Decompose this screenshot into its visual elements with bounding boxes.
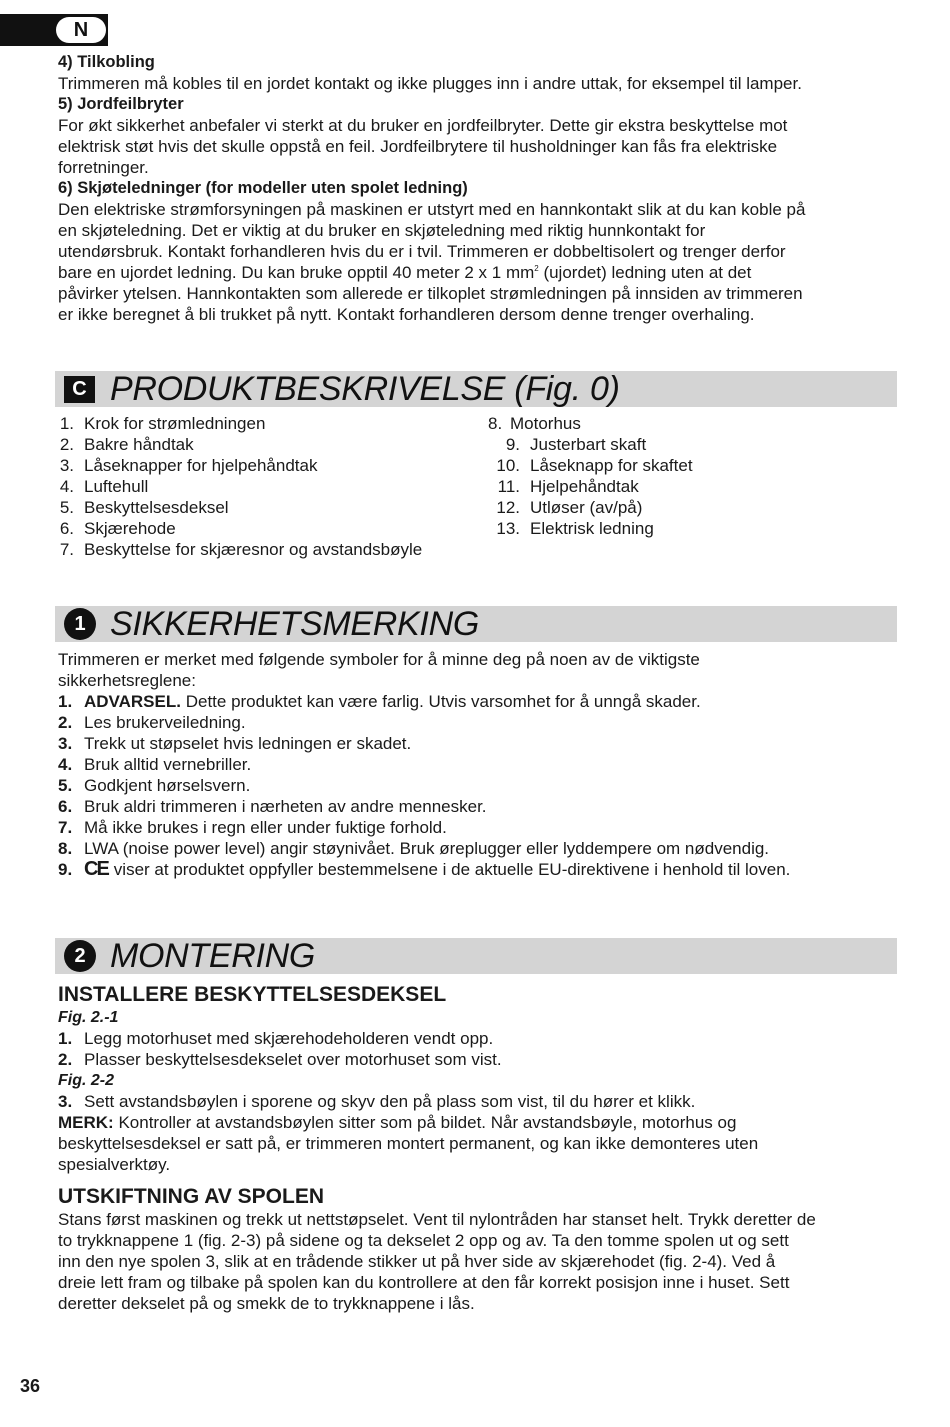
spool-line: deretter dekselet på og smekk de to trykknappene i lås. [58, 1294, 475, 1313]
list-item: 3. Trekk ut støpselet hvis ledningen er skadet. [58, 734, 412, 753]
list-item: 9. Justerbart skaft [505, 435, 647, 454]
list-item: 6. Skjærehode [59, 519, 176, 538]
skjoteledninger-line: er ikke beregnet å bli trukket på nytt. Kontakt forhandleren dersom denne trenger overhaling. [58, 305, 755, 324]
section-2-badge: 2 [64, 940, 96, 972]
note-line: beskyttelsesdeksel er satt på, er trimmeren montert permanent, og kan ikke demonteres uten [58, 1134, 759, 1153]
spool-line: inn den nye spolen 3, slik at en trådende stikker ut på hver side av skjærehodet (fig. 2-4). Ved å [58, 1252, 776, 1271]
language-badge: N [56, 17, 106, 43]
section-c-badge: C [64, 376, 95, 403]
list-item: 13. Elektrisk ledning [496, 519, 654, 538]
spool-line: to trykknappene 1 (fig. 2-3) på sidene og ta dekselet 2 opp og av. Ta den tomme spolen ut og sett [58, 1231, 789, 1250]
note-line: MERK: Kontroller at avstandsbøylen sitter som på bildet. Når avstandsbøyle, motorhus og [58, 1113, 737, 1132]
superscript-2: 2 [534, 264, 539, 273]
figure-reference: Fig. 2.-1 [58, 1009, 119, 1026]
list-item: 7. Må ikke brukes i regn eller under fuktige forhold. [58, 818, 447, 837]
section-1-badge: 1 [64, 608, 96, 640]
list-item: 3. Låseknapper for hjelpehåndtak [59, 456, 318, 475]
list-item: 1. ADVARSEL. Dette produktet kan være farlig. Utvis varsomhet for å unngå skader. [58, 692, 701, 711]
jordfeilbryter-line: elektrisk støt hvis det skulle oppstå en feil. Jordfeilbrytere til husholdninger kan fås fra elektriske [58, 137, 778, 156]
safety-section-title: SIKKERHETSMERKING [110, 605, 479, 643]
skjoteledninger-heading: 6) Skjøteledninger (for modeller uten spolet ledning) [58, 179, 468, 197]
assembly-section-title: MONTERING [110, 937, 316, 975]
safety-symbol-list [58, 691, 898, 880]
assembly-section [58, 983, 898, 1314]
list-item: 11. Hjelpehåndtak [497, 477, 639, 496]
page-number: 36 [20, 1376, 41, 1396]
safety-intro-line: sikkerhetsreglene: [58, 671, 196, 690]
cable-spec-text-end: (ujordet) ledning uten at det [538, 263, 752, 282]
jordfeilbryter-line: For økt sikkerhet anbefaler vi sterkt at du bruker en jordfeilbryter. Dette gir ekstra beskyttelse mot [58, 116, 788, 135]
skjoteledninger-line: en skjøteledning. Det er viktig at du bruker en skjøteledning med riktig hunnkontakt for [58, 221, 706, 240]
list-item: 4. Luftehull [59, 477, 149, 496]
jordfeilbryter-line: forretninger. [58, 158, 149, 177]
tilkobling-heading: 4) Tilkobling [58, 53, 155, 71]
product-section-title: PRODUKTBESKRIVELSE (Fig. 0) [110, 370, 620, 408]
skjoteledninger-line: Den elektriske strømforsyningen på maskinen er utstyrt med en hannkontakt slik at du kan koble på [58, 200, 806, 219]
list-item: 2. Les brukerveiledning. [58, 713, 246, 732]
list-item: 8. Motorhus [488, 414, 581, 433]
list-item: 4. Bruk alltid vernebriller. [58, 755, 252, 774]
list-item: 6. Bruk aldri trimmeren i nærheten av andre mennesker. [58, 797, 487, 816]
ce-mark-icon: CE [84, 858, 108, 880]
list-item: 1. Krok for strømledningen [59, 414, 266, 433]
spool-replacement-heading: UTSKIFTNING AV SPOLEN [58, 1185, 325, 1208]
install-steps-list [58, 1091, 898, 1112]
list-item: 5. Beskyttelsesdeksel [59, 498, 229, 517]
list-item: 5. Godkjent hørselsvern. [58, 776, 251, 795]
list-item: 9. CE viser at produktet oppfyller bestemmelsene i de aktuelle EU-direktivene i henhold til loven. [58, 858, 791, 880]
list-item: 2. Plasser beskyttelsesdekselet over motorhuset som vist. [58, 1050, 502, 1069]
skjoteledninger-line: påvirker ytelsen. Hannkontakten som allerede er tilkoplet strømledningen på innsiden av trimmeren [58, 284, 803, 303]
product-parts-list-left [50, 413, 422, 560]
list-item: 12. Utløser (av/på) [496, 498, 643, 517]
safety-intro-line: Trimmeren er merket med følgende symboler for å minne deg på noen av de viktigste [58, 650, 700, 669]
list-item: 1. Legg motorhuset med skjærehodeholderen vendt opp. [58, 1029, 494, 1048]
intro-section [58, 52, 898, 325]
list-item: 2. Bakre håndtak [59, 435, 194, 454]
product-parts-list-right [482, 413, 693, 539]
list-item: 8. LWA (noise power level) angir støynivået. Bruk øreplugger eller lyddempere om nødvendig. [58, 839, 770, 858]
figure-reference: Fig. 2-2 [58, 1072, 115, 1089]
spool-line: Stans først maskinen og trekk ut nettstøpselet. Vent til nylontråden har stanset helt. Trykk deretter de [58, 1210, 816, 1229]
jordfeilbryter-heading: 5) Jordfeilbryter [58, 95, 184, 113]
spool-line: dreie lett fram og tilbake på spolen kan du kontrollere at den får korrekt posisjon inne i huset. Sett [58, 1273, 790, 1292]
list-item: 7. Beskyttelse for skjæresnor og avstandsbøyle [59, 540, 423, 559]
install-steps-list [58, 1028, 898, 1070]
cable-spec-text: bare en ujordet ledning. Du kan bruke opptil 40 meter 2 x 1 mm [58, 263, 535, 282]
note-label: MERK: [58, 1113, 114, 1132]
list-item: 10. Låseknapp for skaftet [496, 456, 693, 475]
safety-section [58, 649, 898, 880]
tilkobling-text: Trimmeren må kobles til en jordet kontakt og ikke plugges inn i andre uttak, for eksempel til lamper. [58, 74, 802, 93]
install-guard-heading: INSTALLERE BESKYTTELSESDEKSEL [58, 983, 447, 1006]
skjoteledninger-line [58, 262, 898, 283]
note-line: spesialverktøy. [58, 1155, 171, 1174]
list-item: 3. Sett avstandsbøylen i sporene og skyv den på plass som vist, til du hører et klikk. [58, 1092, 696, 1111]
warning-label: ADVARSEL. [84, 692, 181, 711]
skjoteledninger-line: utendørsbruk. Kontakt forhandleren hvis du er i tvil. Trimmeren er dobbeltisolert og trenger derfor [58, 242, 786, 261]
